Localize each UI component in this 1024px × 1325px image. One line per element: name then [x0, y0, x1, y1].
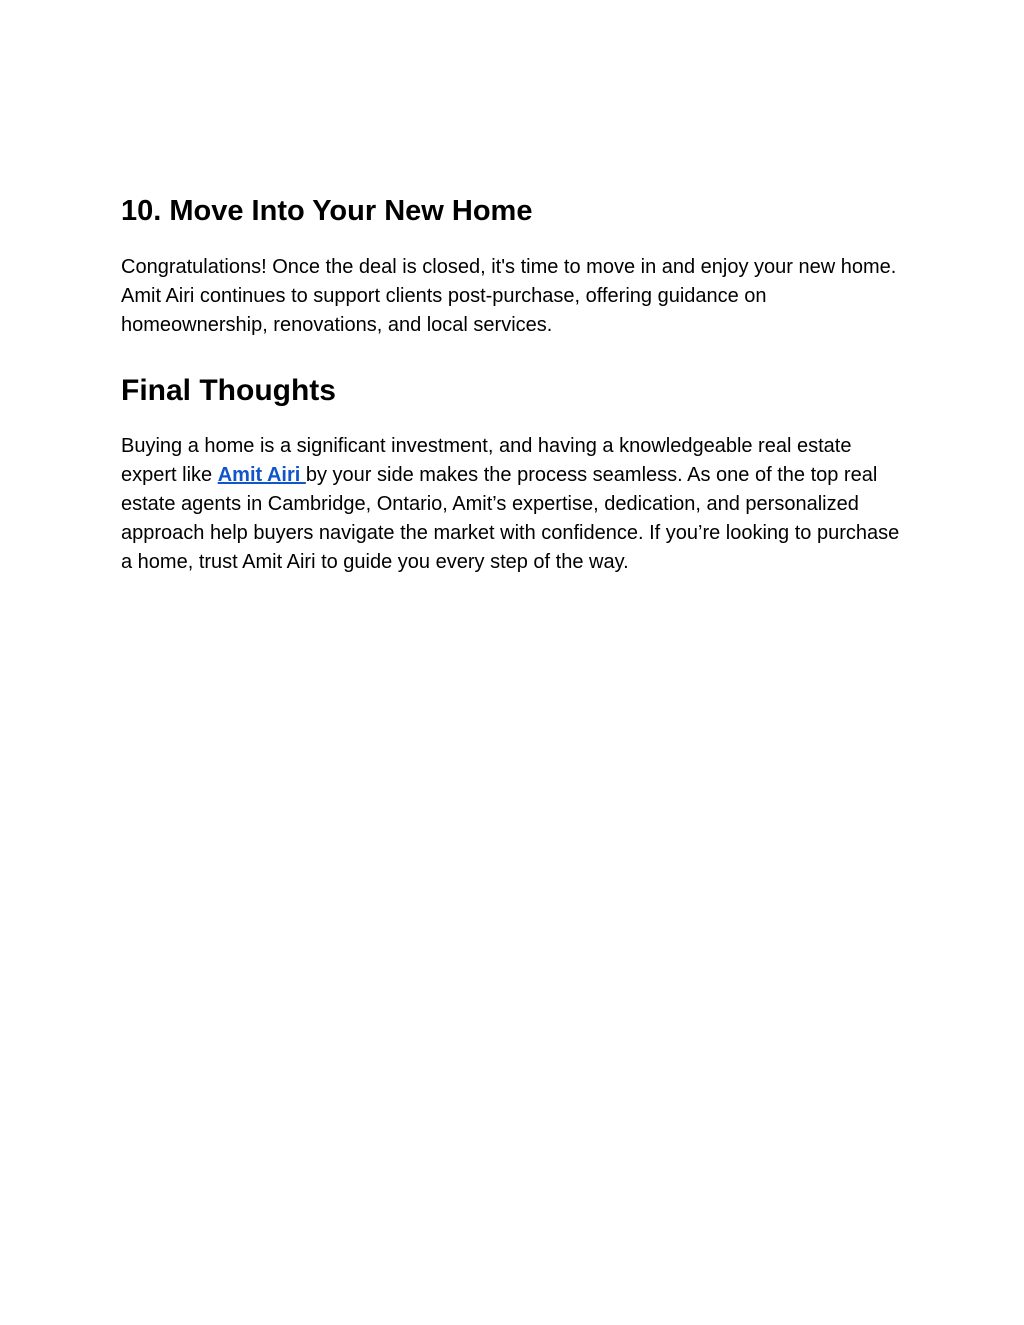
- amit-airi-link[interactable]: Amit Airi: [217, 464, 306, 486]
- paragraph-final-thoughts: [121, 432, 911, 577]
- paragraph-text-after-link: by your side makes the process seamless. As one of the top real estate agents in Cambridge, Ontario, Amit’s expertise, dedication, and personalized approach help buyers navigate the market with confidence. If you’re looking to purchase a home, trust Amit Airi to guide you every step of the way.: [121, 464, 900, 573]
- section-heading-final-thoughts: Final Thoughts: [121, 374, 336, 407]
- paragraph-text-before-link: Buying a home is a significant investment, and having a knowledgeable real estate expert like: [121, 435, 852, 486]
- section-heading-move-in: 10. Move Into Your New Home: [121, 195, 533, 227]
- paragraph-move-in: Congratulations! Once the deal is closed, it's time to move in and enjoy your new home. Amit Airi continues to support clients post-purchase, offering guidance on homeownership, renovations, and local services.: [121, 256, 897, 336]
